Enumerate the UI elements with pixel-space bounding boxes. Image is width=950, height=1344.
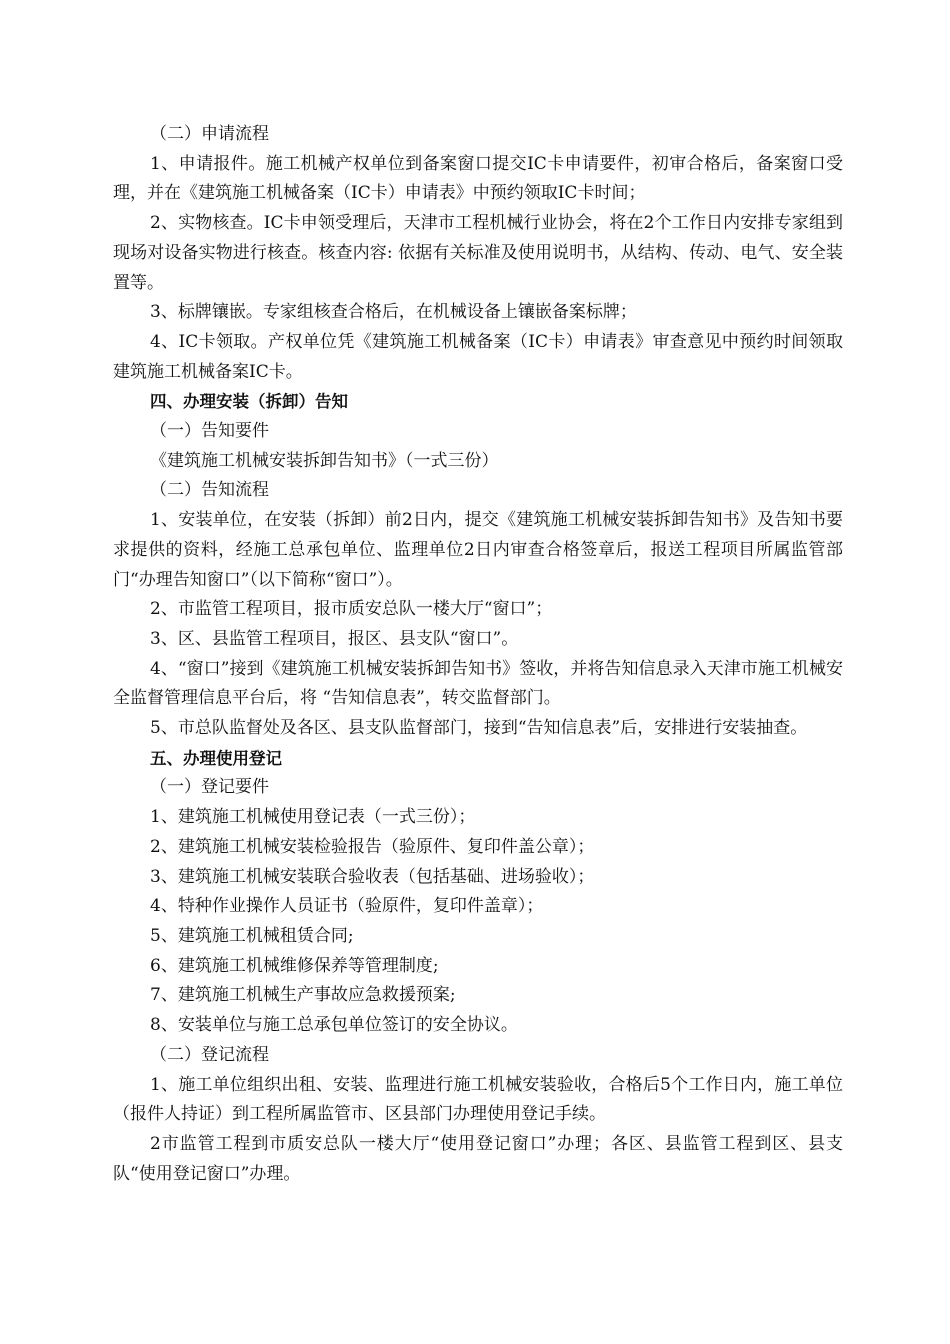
list-item: 4、特种作业操作人员证书（验原件，复印件盖章）； [150,896,544,917]
subsection-heading: （一）登记要件 [150,777,269,798]
paragraph: 1、施工单位组织出租、安装、监理进行施工机械安装验收，合格后5个工作日内，施工单位（报件人持证）到工程所属监管市、区县部门办理使用登记手续。 [113,1074,843,1125]
list-item: 2、建筑施工机械安装检验报告（验原件、复印件盖公章）； [150,836,595,857]
paragraph: 4、IC卡领取。产权单位凭《建筑施工机械备案（IC卡）申请表》审查意见中预约时间领取建筑施工机械备案IC卡。 [113,331,843,382]
list-item: 3、建筑施工机械安装联合验收表（包括基础、进场验收）； [150,866,595,887]
list-item: 5、建筑施工机械租赁合同; [150,925,354,946]
paragraph: 《建筑施工机械安装拆卸告知书》（一式三份） [150,450,499,471]
document-body [113,120,843,1189]
list-item: 7、建筑施工机械生产事故应急救援预案; [150,985,456,1006]
paragraph: 3、区、县监管工程项目，报区、县支队“窗口”。 [150,628,519,649]
paragraph: 2市监管工程到市质安总队一楼大厅“使用登记窗口”办理；各区、县监管工程到区、县支队“使用登记窗口”办理。 [113,1133,843,1184]
paragraph: 4、“窗口”接到《建筑施工机械安装拆卸告知书》签收，并将告知信息录入天津市施工机械安全监督管理信息平台后，将 “告知信息表”，转交监督部门。 [113,658,843,709]
list-item: 8、安装单位与施工总承包单位签订的安全协议。 [150,1015,518,1036]
paragraph: 1、申请报件。施工机械产权单位到备案窗口提交IC卡申请要件，初审合格后，备案窗口受理，并在《建筑施工机械备案（IC卡）申请表》中预约领取IC卡时间； [113,153,843,204]
section-heading: 四、办理安装（拆卸）告知 [150,392,348,412]
list-item: 1、建筑施工机械使用登记表（一式三份）； [150,807,476,828]
subsection-heading: （一）告知要件 [150,421,269,442]
subsection-heading: （二）登记流程 [150,1044,269,1065]
paragraph: 1、安装单位，在安装（拆卸）前2日内，提交《建筑施工机械安装拆卸告知书》及告知书要求提供的资料，经施工总承包单位、监理单位2日内审查合格签章后，报送工程项目所属监管部门“办理告知窗口”（以下简称“窗口”）。 [113,510,843,590]
section-heading: 五、办理使用登记 [150,748,282,768]
subsection-heading: （二）告知流程 [150,480,269,501]
paragraph: 3、标牌镶嵌。专家组核查合格后，在机械设备上镶嵌备案标牌； [150,302,637,323]
paragraph: 2、市监管工程项目，报市质安总队一楼大厅“窗口”； [150,599,553,620]
paragraph: 5、市总队监督处及各区、县支队监督部门，接到“告知信息表”后，安排进行安装抽查。 [150,718,808,739]
subsection-heading: （二）申请流程 [150,124,269,144]
paragraph: 2、实物核查。IC卡申领受理后，天津市工程机械行业协会，将在2个工作日内安排专家组到现场对设备实物进行核查。核查内容: 依据有关标准及使用说明书，从结构、传动、电气、安全装置等。 [113,213,843,293]
list-item: 6、建筑施工机械维修保养等管理制度; [150,955,439,976]
